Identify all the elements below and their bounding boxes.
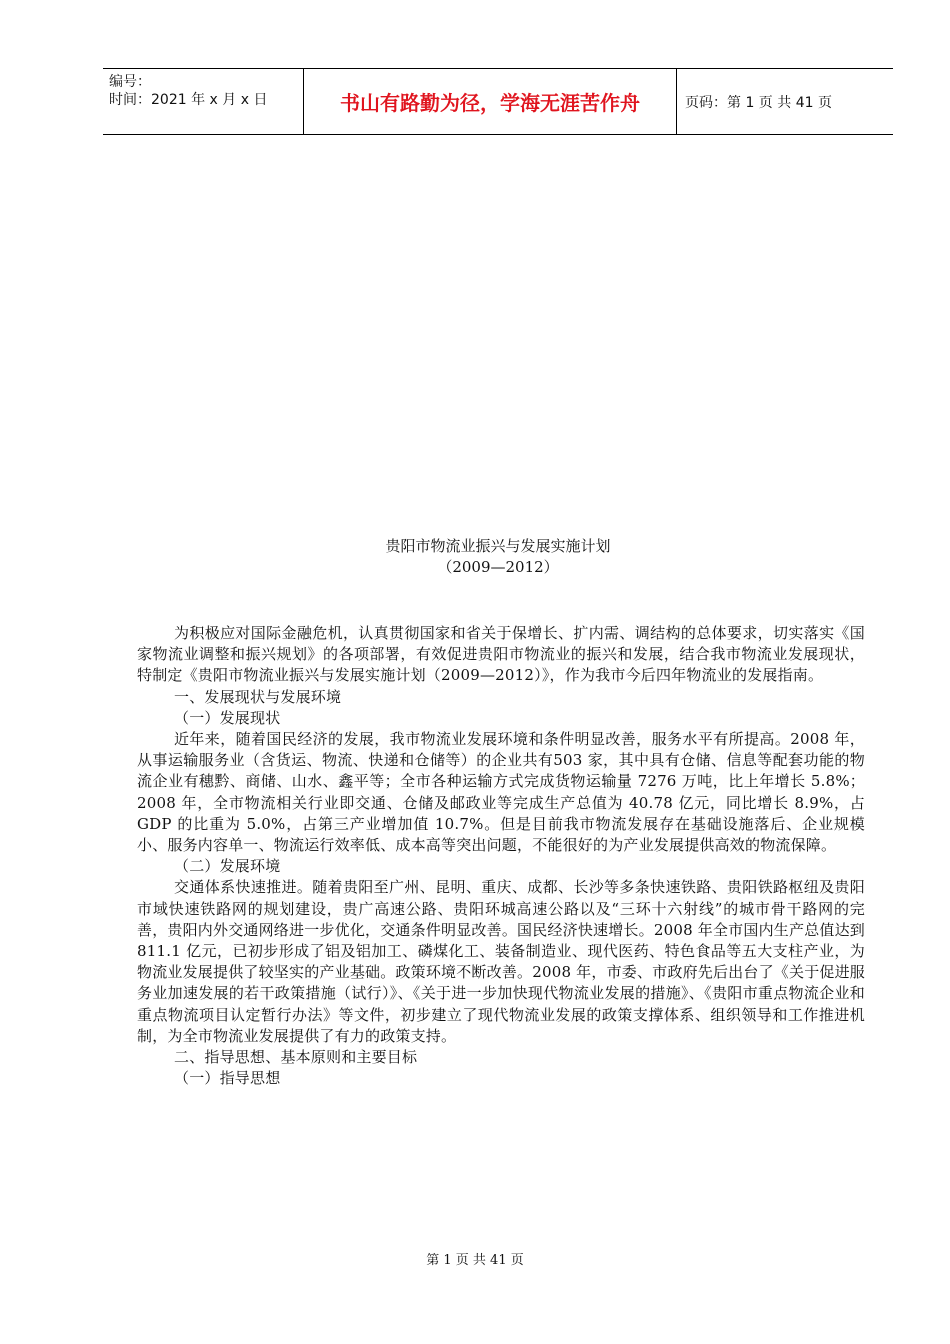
document-subtitle: （2009—2012） (437, 558, 559, 576)
section-heading-1: 一、发展现状与发展环境 (174, 687, 342, 706)
section-heading-2: 二、指导思想、基本原则和主要目标 (174, 1048, 418, 1067)
paragraph-environment: 交通体系快速推进。随着贵阳至广州、昆明、重庆、成都、长沙等多条快速铁路、贵阳铁路枢纽及贵阳市域快速铁路网的规划建设，贵广高速公路、贵阳环城高速公路以及“三环十六射线”的城市骨干路网的完善，贵阳内外交通网络进一步优化，交通条件明显改善。国民经济快速增长。2008 年全市国内生产总值达到 811.1 亿元，已初步形成了铝及铝加工、磷煤化工、装备制造业、现代医药、特色食品等五大支柱产业，为物流业发展提供了较坚实的产业基础。政策环境不断改善。2008 年，市委、市政府先后出台了《关于促进服务业加速发展的若干政策措施（试行）》、《关于进一步加快现代物流业发展的措施》、《贵阳市重点物流企业和重点物流项目认定暂行办法》等文件，初步建立了现代物流业发展的政策支撑体系、组织领导和工作推进机制，为全市物流业发展提供了有力的政策支持。 (137, 878, 865, 1045)
document-header (103, 68, 893, 135)
subsection-heading-1-2: （二）发展环境 (174, 857, 281, 876)
subsection-heading-1-1: （一）发展现状 (174, 708, 281, 727)
document-title: 贵阳市物流业振兴与发展实施计划 (385, 537, 611, 555)
document-body (137, 623, 865, 1089)
paragraph-intro: 为积极应对国际金融危机，认真贯彻国家和省关于保增长、扩内需、调结构的总体要求，切实落实《国家物流业调整和振兴规划》的各项部署，有效促进贵阳市物流业的振兴和发展，结合我市物流业发展现状，特制定《贵阳市物流业振兴与发展实施计划（2009—2012）》，作为我市今后四年物流业的发展指南。 (137, 624, 865, 685)
paragraph-current-status: 近年来，随着国民经济的发展，我市物流业发展环境和条件明显改善，服务水平有所提高。2008 年，从事运输服务业（含货运、物流、快递和仓储等）的企业共有503 家，其中具有仓储、信息等配套功能的物流企业有穗黔、商储、山水、鑫平等；全市各种运输方式完成货物运输量 7276 万吨，比上年增长 5.8%；2008 年，全市物流相关行业即交通、仓储及邮政业等完成生产总值为 40.78 亿元，同比增长 8.9%，占 GDP 的比重为 5.0%，占第三产业增加值 10.7%。但是目前我市物流发展存在基础设施落后、企业规模小、服务内容单一、物流运行效率低、成本高等突出问题，不能很好的为产业发展提供高效的物流保障。 (137, 730, 865, 855)
number-label: 编号： (109, 74, 151, 90)
header-page-code: 页码：第 1 页 共 41 页 (685, 94, 832, 111)
header-meta (103, 69, 304, 134)
page-footer: 第 1 页 共 41 页 (426, 1253, 524, 1268)
time-label: 时间：2021 年 x 月 x 日 (109, 92, 268, 108)
header-motto: 书山有路勤为径，学海无涯苦作舟 (304, 69, 677, 134)
subsection-heading-2-1: （一）指导思想 (174, 1069, 281, 1088)
